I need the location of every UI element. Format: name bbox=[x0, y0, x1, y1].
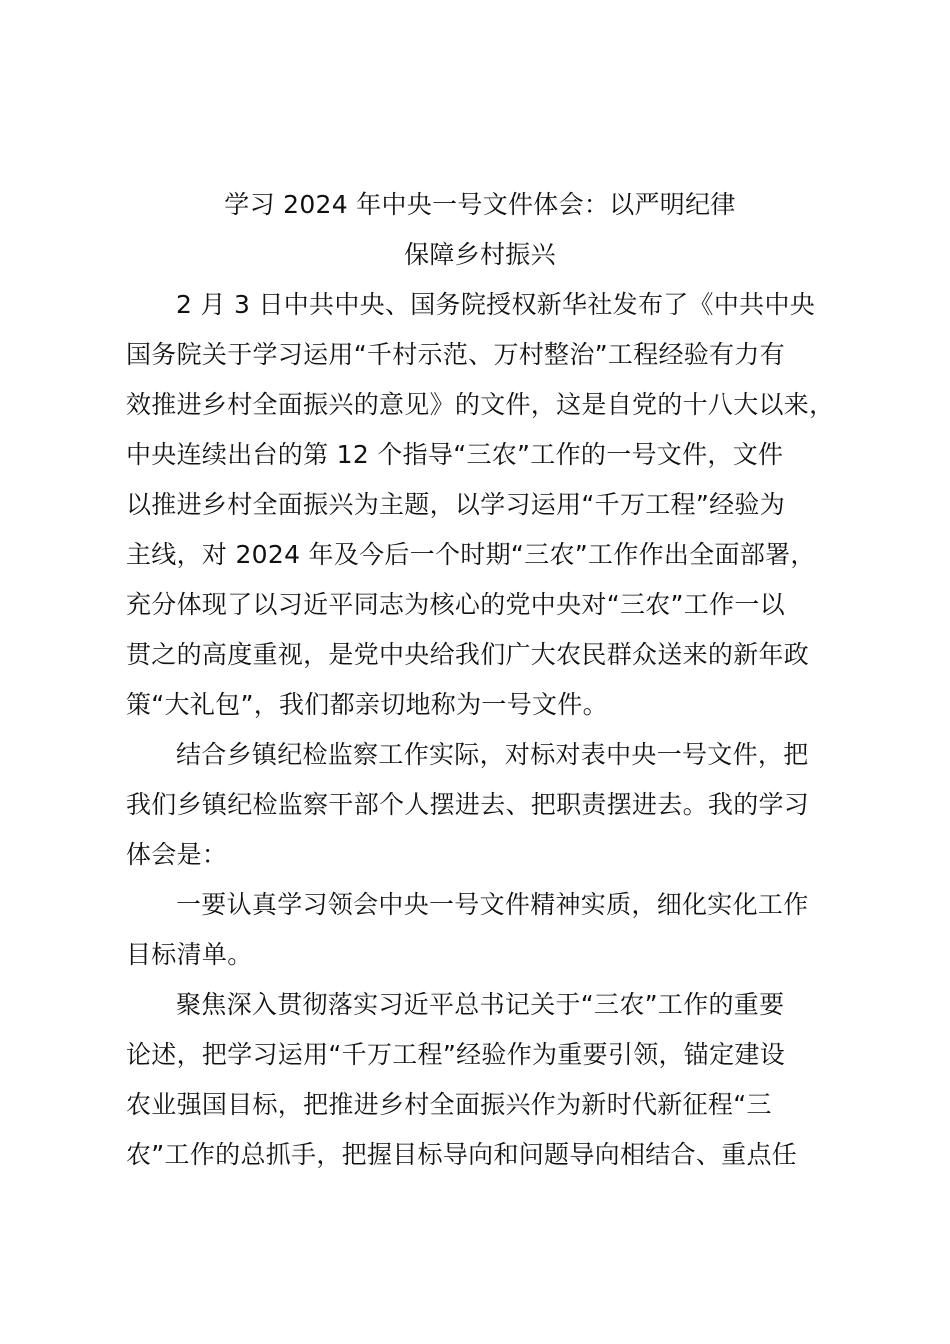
text-line: 2 月 3 日中共中央、国务院授权新华社发布了《中共中央 bbox=[176, 290, 816, 319]
text-line: 一要认真学习领会中央一号文件精神实质，细化实化工作 bbox=[176, 890, 809, 919]
text-line: 以推进乡村全面振兴为主题，以学习运用“千万工程”经验为 bbox=[126, 490, 786, 519]
text-line: 效推进乡村全面振兴的意见》的文件，这是自党的十八大以来， bbox=[126, 390, 835, 419]
text-line: 充分体现了以习近平同志为核心的党中央对“三农”工作一以 bbox=[126, 590, 786, 619]
text-line: 结合乡镇纪检监察工作实际，对标对表中央一号文件，把 bbox=[176, 740, 809, 769]
title-line-2: 保障乡村振兴 bbox=[404, 240, 556, 269]
paragraph-3 bbox=[126, 880, 838, 980]
document-body bbox=[126, 280, 838, 1180]
text-line: 国务院关于学习运用“千村示范、万村整治”工程经验有力有 bbox=[126, 340, 786, 369]
text-line: 贯之的高度重视，是党中央给我们广大农民群众送来的新年政 bbox=[126, 640, 810, 669]
paragraph-4 bbox=[126, 980, 838, 1180]
text-line: 中央连续出台的第 12 个指导“三农”工作的一号文件，文件 bbox=[126, 440, 784, 469]
document-title bbox=[120, 180, 840, 280]
text-line: 目标清单。 bbox=[126, 940, 253, 969]
paragraph-2 bbox=[126, 730, 838, 880]
text-line: 我们乡镇纪检监察干部个人摆进去、把职责摆进去。我的学习 bbox=[126, 790, 810, 819]
text-line: 策“大礼包”，我们都亲切地称为一号文件。 bbox=[126, 690, 608, 719]
text-line: 农业强国目标，把推进乡村全面振兴作为新时代新征程“三 bbox=[126, 1090, 772, 1119]
text-line: 论述，把学习运用“千万工程”经验作为重要引领，锚定建设 bbox=[126, 1040, 786, 1069]
text-line: 农”工作的总抓手，把握目标导向和问题导向相结合、重点任 bbox=[126, 1140, 798, 1169]
title-line-1: 学习 2024 年中央一号文件体会：以严明纪律 bbox=[224, 190, 736, 219]
text-line: 聚焦深入贯彻落实习近平总书记关于“三农”工作的重要 bbox=[176, 990, 785, 1019]
text-line: 体会是： bbox=[126, 840, 228, 869]
paragraph-1 bbox=[126, 280, 838, 730]
text-line: 主线，对 2024 年及今后一个时期“三农”工作作出全面部署， bbox=[126, 540, 816, 569]
